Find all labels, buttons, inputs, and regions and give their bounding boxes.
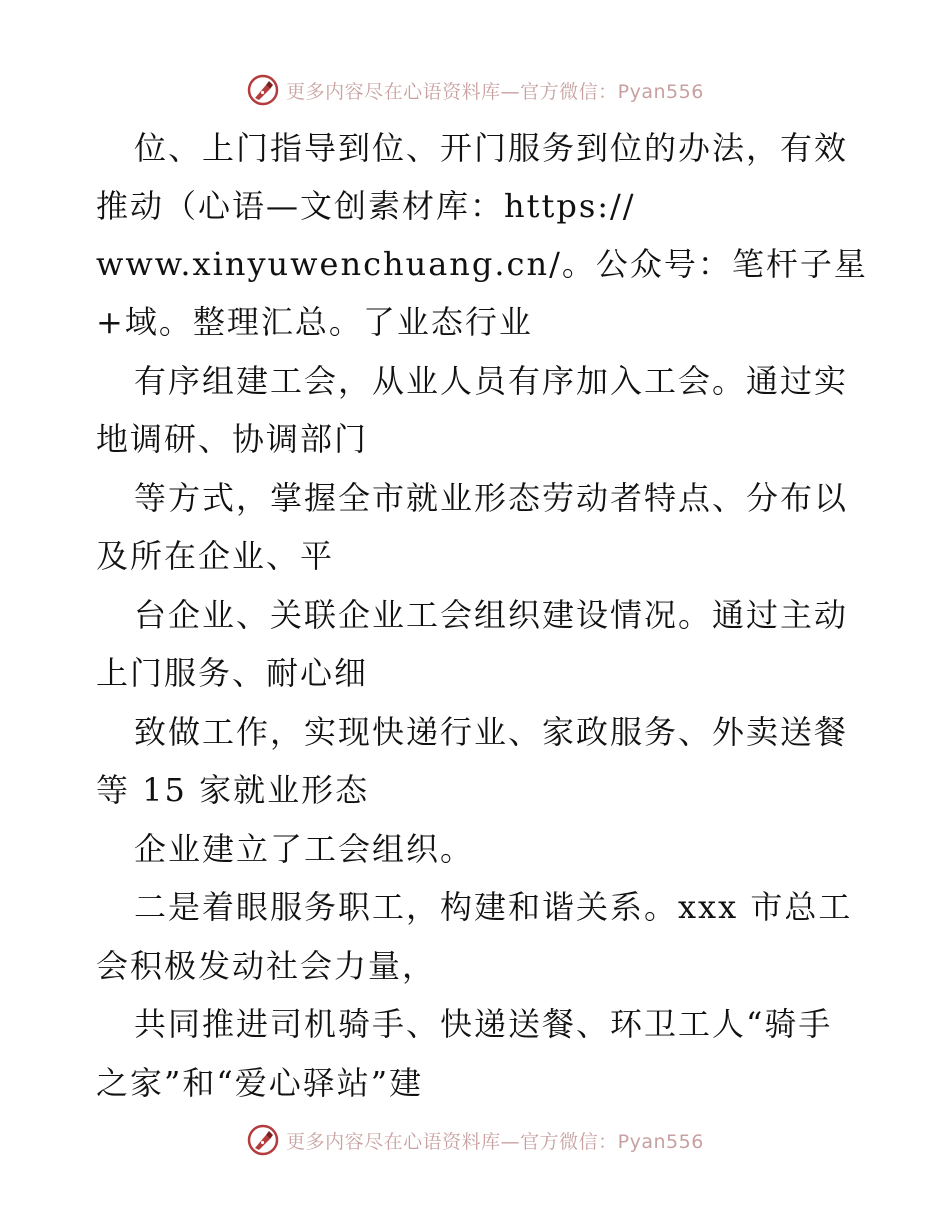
body-line: 共同推进司机骑手、快递送餐、环卫工人“骑手	[134, 1005, 833, 1043]
body-line: www.xinyuwenchuang.cn/。公众号：笔杆子星	[96, 245, 868, 283]
body-line: 及所在企业、平	[96, 537, 335, 575]
pen-nib-circle-logo-icon	[246, 73, 280, 107]
body-line: 有序组建工会，从业人员有序加入工会。通过实	[134, 362, 849, 400]
body-line: 位、上门指导到位、开门服务到位的办法，有效	[134, 129, 849, 167]
body-line: 台企业、关联企业工会组织建设情况。通过主动	[134, 596, 849, 634]
body-line: +域。整理汇总。了业态行业	[96, 303, 533, 341]
body-line: 等方式，掌握全市就业形态劳动者特点、分布以	[134, 479, 849, 517]
body-line: 等 15 家就业形态	[96, 771, 370, 809]
body-line: 推动（心语—文创素材库：https://	[96, 187, 636, 225]
header-banner-content	[246, 70, 704, 110]
body-line: 上门服务、耐心细	[96, 654, 369, 692]
footer-banner-text: 更多内容尽在心语资料库—官方微信：Pyan556	[286, 1130, 704, 1153]
body-line: 地调研、协调部门	[96, 420, 369, 458]
body-line: 致做工作，实现快递行业、家政服务、外卖送餐	[134, 713, 849, 751]
pen-nib-circle-logo-icon	[246, 1123, 280, 1157]
body-line: 之家”和“爱心驿站”建	[96, 1064, 424, 1102]
header-banner	[0, 70, 950, 110]
body-line: 二是着眼服务职工，构建和谐关系。xxx 市总工	[134, 888, 853, 926]
footer-banner-content	[246, 1120, 704, 1160]
footer-banner	[0, 1120, 950, 1160]
header-banner-text: 更多内容尽在心语资料库—官方微信：Pyan556	[286, 80, 704, 103]
body-line: 会积极发动社会力量，	[96, 947, 437, 985]
body-line: 企业建立了工会组织。	[134, 830, 475, 868]
